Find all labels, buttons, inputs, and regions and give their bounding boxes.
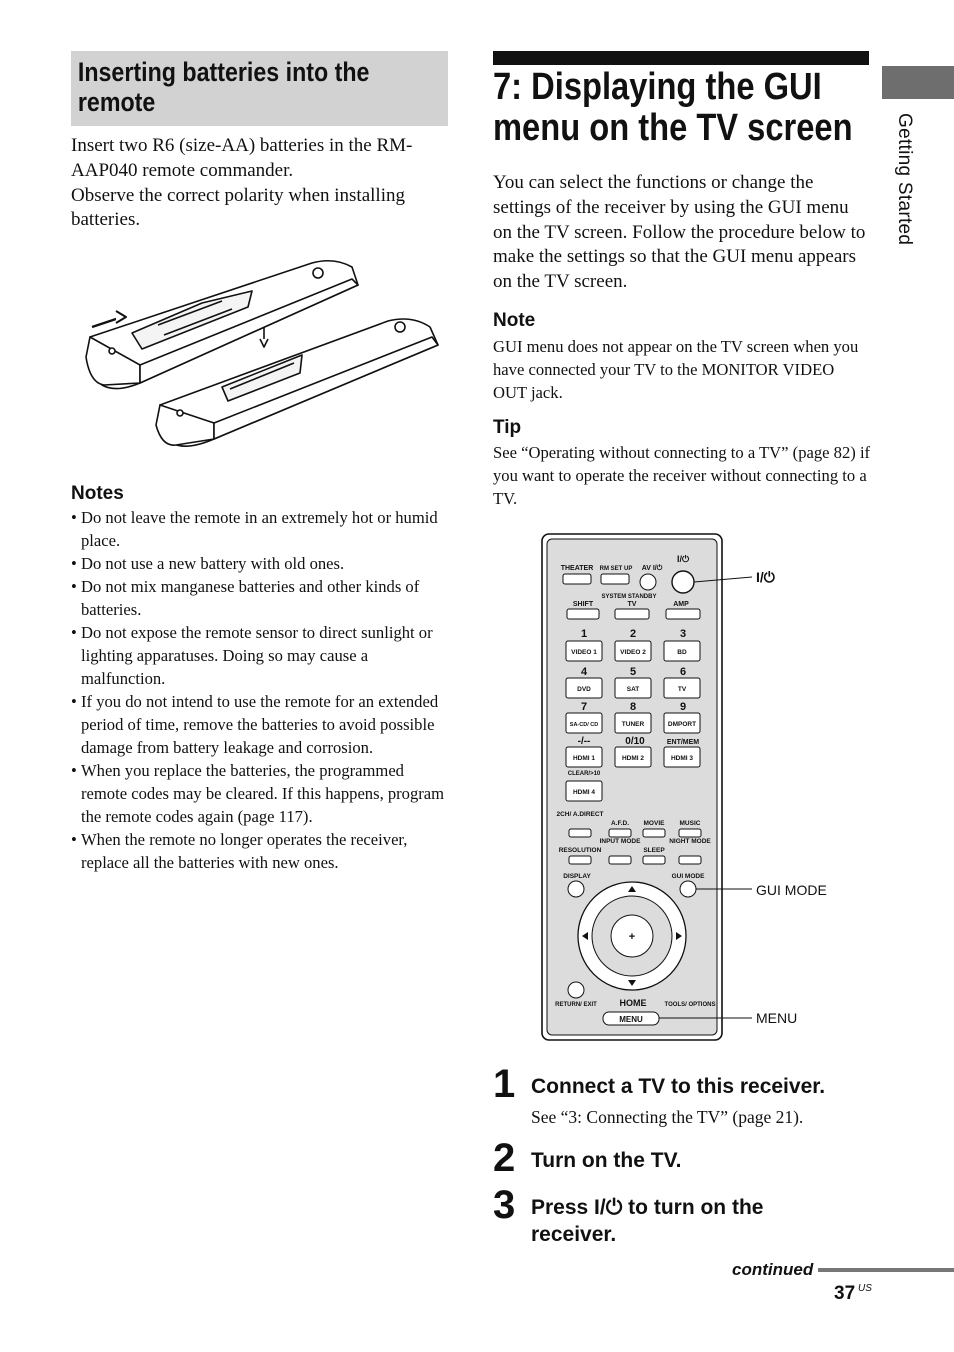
tools-options-label: TOOLS/ OPTIONS: [664, 1002, 716, 1008]
title-rule: [493, 51, 869, 65]
amp-label: AMP: [673, 601, 689, 608]
clear-label: CLEAR/>10: [567, 771, 601, 777]
notes-heading: Notes: [71, 483, 124, 504]
menu-label: MENU: [619, 1015, 643, 1024]
key-number: 0/10: [625, 736, 645, 747]
note-heading: Note: [493, 310, 536, 331]
hdmi4-label: HDMI 4: [572, 789, 596, 796]
notes-list: [71, 506, 451, 874]
tv-button[interactable]: [615, 609, 649, 619]
sleep-button[interactable]: [643, 856, 665, 864]
display-label: DISPLAY: [563, 873, 591, 880]
page-title: 7: Displaying the GUI menu on the TV screen: [493, 66, 853, 149]
power-button[interactable]: [672, 571, 694, 593]
afd-label: A.F.D.: [610, 820, 630, 827]
key-label: TUNER: [621, 721, 645, 728]
rm-set-up-label: RM SET UP: [599, 566, 633, 572]
remote-illustration: [540, 530, 840, 1042]
description: You can select the functions or change the settings of the receiver by using the GUI menu on the TV screen. Follow the procedure below to make the settings so that the GUI menu appears on the TV screen.: [493, 172, 866, 293]
key-label: SAT: [626, 686, 640, 693]
afd-button[interactable]: [609, 829, 631, 837]
key-label: DMPORT: [667, 721, 697, 728]
page-suffix: US: [858, 1283, 872, 1294]
shift-button[interactable]: [567, 609, 599, 619]
tip-heading: Tip: [493, 417, 522, 438]
key-number: 8: [629, 701, 637, 713]
rm-set-up-button[interactable]: [601, 574, 629, 584]
key-label: HDMI 3: [670, 755, 694, 762]
input-mode-button[interactable]: [609, 856, 631, 864]
key-number: 6: [679, 666, 687, 678]
key-label: DVD: [577, 686, 591, 693]
return-exit-label: RETURN/ EXIT: [555, 1002, 597, 1008]
intro-paragraph: Insert two R6 (size-AA) batteries in the RM-AAP040 remote commander.: [71, 135, 413, 181]
section-title: Inserting batteries into the remote: [77, 57, 370, 117]
music-label: MUSIC: [679, 820, 701, 827]
continued-rule: [818, 1268, 954, 1272]
theater-button[interactable]: [563, 574, 591, 584]
theater-label: THEATER: [560, 565, 594, 572]
note-item: • Do not leave the remote in an extremely hot or humid place.: [71, 506, 451, 552]
note-item: • Do not mix manganese batteries and other kinds of batteries.: [71, 575, 451, 621]
step-title: Turn on the TV.: [531, 1149, 682, 1172]
key-number: 5: [629, 666, 637, 678]
movie-button[interactable]: [643, 829, 665, 837]
key-number: 2: [629, 628, 637, 640]
resolution-button[interactable]: [569, 856, 591, 864]
step-subtext: See “3: Connecting the TV” (page 21).: [531, 1107, 804, 1127]
side-tab-label: Getting Started: [894, 113, 915, 246]
battery-insertion-illustration: [72, 255, 444, 455]
page-number: 37: [834, 1283, 856, 1304]
plus-icon: +: [628, 931, 636, 943]
power-callout: I/⏻: [756, 569, 775, 585]
menu-callout: MENU: [756, 1010, 798, 1026]
system-standby-label: SYSTEM STANDBY: [601, 594, 657, 600]
section-header: [71, 51, 448, 126]
display-button[interactable]: [568, 881, 584, 897]
key-label: VIDEO 1: [571, 649, 597, 656]
gui-mode-callout: GUI MODE: [756, 882, 827, 898]
key-label: BD: [677, 649, 687, 656]
music-button[interactable]: [679, 829, 701, 837]
note-item: • If you do not intend to use the remote for an extended period of time, remove the batteries to avoid possible damage from battery leakage and corrosion.: [71, 690, 451, 759]
gui-mode-button[interactable]: [680, 881, 696, 897]
power-label: I/⏻: [676, 554, 690, 564]
continued-label: continued: [732, 1260, 814, 1279]
key-number: 1: [580, 628, 588, 640]
step-title: Connect a TV to this receiver.: [531, 1075, 826, 1098]
av-power-label: AV I/⏻: [641, 565, 663, 572]
step-title: Press I/⏻ to turn on the receiver.: [531, 1196, 764, 1246]
key-label: HDMI 2: [621, 755, 645, 762]
side-tab-marker: [882, 66, 954, 99]
adirect-label: 2CH/ A.DIRECT: [556, 811, 604, 818]
key-number: ENT/MEM: [666, 739, 700, 746]
step-number: 1: [493, 1062, 516, 1106]
key-number: 4: [580, 666, 588, 678]
av-power-button[interactable]: [640, 574, 656, 590]
step-number: 3: [493, 1183, 516, 1227]
tip-text: See “Operating without connecting to a TV” (page 82) if you want to operate the receiver without connecting to a TV.: [493, 443, 871, 508]
step-number: 2: [493, 1136, 516, 1180]
shift-label: SHIFT: [572, 601, 594, 608]
home-label: HOME: [619, 998, 647, 1008]
intro-text: [71, 134, 451, 233]
note-item: • Do not use a new battery with old ones.: [71, 552, 451, 575]
resolution-label: RESOLUTION: [558, 847, 602, 854]
key-label: SA-CD/ CD: [569, 722, 599, 728]
note-item: • Do not expose the remote sensor to direct sunlight or lighting apparatuses. Doing so may cause a malfunction.: [71, 621, 451, 690]
input-mode-label: INPUT MODE: [599, 838, 641, 845]
gui-mode-label: GUI MODE: [671, 873, 705, 880]
amp-button[interactable]: [666, 609, 700, 619]
night-mode-button[interactable]: [679, 856, 701, 864]
key-number: 9: [679, 701, 687, 713]
night-mode-label: NIGHT MODE: [669, 838, 711, 845]
key-number: 7: [580, 701, 588, 713]
key-number: 3: [679, 628, 687, 640]
note-item: • When the remote no longer operates the receiver, replace all the batteries with new ones.: [71, 828, 451, 874]
movie-label: MOVIE: [643, 820, 665, 827]
return-button[interactable]: [568, 982, 584, 998]
key-number: -/--: [577, 736, 591, 747]
tv-label: TV: [627, 601, 637, 608]
intro-paragraph: Observe the correct polarity when installing batteries.: [71, 184, 405, 231]
key-label: TV: [677, 686, 687, 693]
note-text: GUI menu does not appear on the TV screen when you have connected your TV to the MONITOR VIDEO OUT jack.: [493, 337, 859, 402]
sleep-label: SLEEP: [643, 847, 665, 854]
note-item: • When you replace the batteries, the programmed remote codes may be cleared. If this happens, program the remote codes again (page 117).: [71, 759, 451, 828]
key-label: VIDEO 2: [620, 649, 646, 656]
adirect-button[interactable]: [569, 829, 591, 837]
key-label: HDMI 1: [572, 755, 596, 762]
